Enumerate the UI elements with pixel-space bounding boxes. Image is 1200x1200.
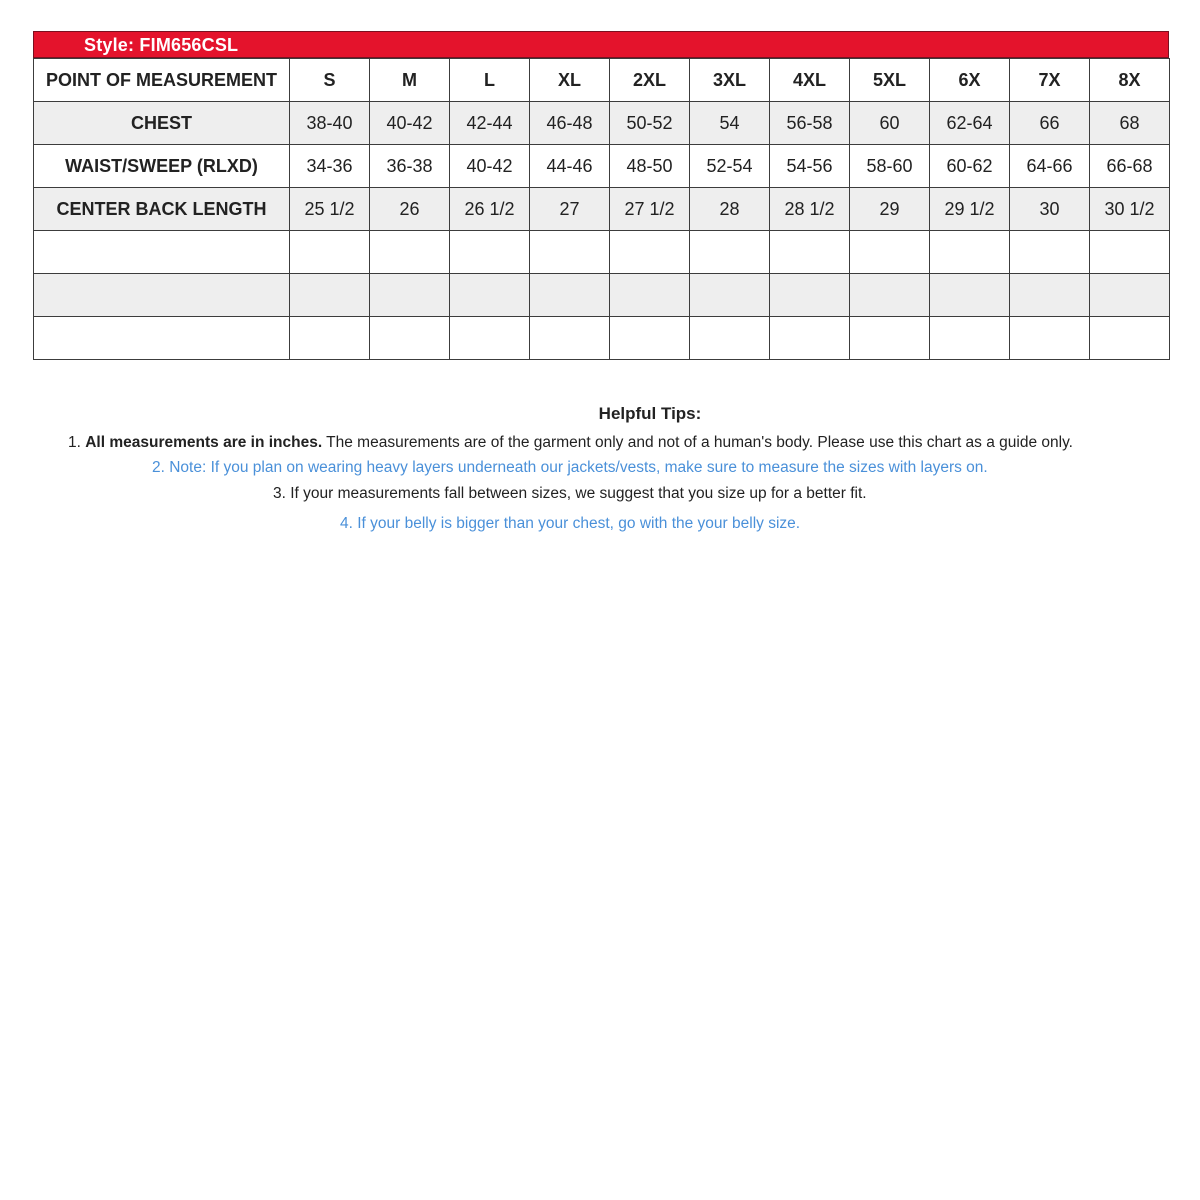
tip-2: 2. Note: If you plan on wearing heavy layers underneath our jackets/vests, make sure to measure the sizes with layers on. [152,459,988,476]
empty-cell [290,274,370,317]
empty-cell [690,231,770,274]
empty-cell [690,274,770,317]
row-label: CENTER BACK LENGTH [34,188,290,231]
row-label: WAIST/SWEEP (RLXD) [34,145,290,188]
empty-cell [1090,231,1170,274]
measurement-cell: 40-42 [370,102,450,145]
empty-cell [370,274,450,317]
size-header: 6X [930,59,1010,102]
header-label: POINT OF MEASUREMENT [34,59,290,102]
measurement-cell: 42-44 [450,102,530,145]
measurement-cell: 54-56 [770,145,850,188]
empty-cell [1090,317,1170,360]
empty-cell [930,231,1010,274]
size-header: 5XL [850,59,930,102]
tips-title: Helpful Tips: [598,404,702,423]
tip-4: 4. If your belly is bigger than your chest, go with the your belly size. [340,515,801,532]
size-chart [33,31,1169,360]
tip-1-rest: The measurements are of the garment only and not of a human's body. Please use this chart as a guide only. [322,434,1073,451]
empty-cell [530,231,610,274]
size-header: S [290,59,370,102]
measurement-cell: 56-58 [770,102,850,145]
measurement-cell: 66-68 [1090,145,1170,188]
empty-cell [690,317,770,360]
measurement-cell: 50-52 [610,102,690,145]
measurement-cell: 27 1/2 [610,188,690,231]
empty-cell [770,231,850,274]
measurement-cell: 26 [370,188,450,231]
measurement-cell: 28 [690,188,770,231]
empty-cell [610,317,690,360]
table-row [34,188,1170,231]
empty-row [34,317,1170,360]
measurement-cell: 54 [690,102,770,145]
empty-cell [34,274,290,317]
empty-cell [770,274,850,317]
measurement-cell: 44-46 [530,145,610,188]
measurement-cell: 29 [850,188,930,231]
measurement-cell: 58-60 [850,145,930,188]
measurement-cell: 38-40 [290,102,370,145]
empty-cell [370,317,450,360]
measurement-cell: 26 1/2 [450,188,530,231]
empty-cell [530,274,610,317]
table-row [34,145,1170,188]
empty-cell [1010,274,1090,317]
table-row [34,102,1170,145]
measurement-cell: 36-38 [370,145,450,188]
measurement-cell: 60 [850,102,930,145]
size-header: 8X [1090,59,1170,102]
empty-cell [450,274,530,317]
empty-cell [290,317,370,360]
measurement-cell: 28 1/2 [770,188,850,231]
empty-row [34,274,1170,317]
empty-cell [930,274,1010,317]
empty-cell [770,317,850,360]
measurement-cell: 25 1/2 [290,188,370,231]
empty-cell [370,231,450,274]
empty-cell [610,274,690,317]
tip-1-prefix: 1. [68,434,86,451]
measurement-cell: 27 [530,188,610,231]
measurement-cell: 52-54 [690,145,770,188]
row-label: CHEST [34,102,290,145]
measurement-cell: 30 1/2 [1090,188,1170,231]
style-banner: Style: FIM656CSL [33,31,1169,58]
measurement-cell: 34-36 [290,145,370,188]
measurement-cell: 29 1/2 [930,188,1010,231]
measurement-cell: 40-42 [450,145,530,188]
measurement-cell: 60-62 [930,145,1010,188]
empty-cell [1010,231,1090,274]
empty-cell [290,231,370,274]
measurement-cell: 62-64 [930,102,1010,145]
empty-cell [450,231,530,274]
size-header: M [370,59,450,102]
size-header: L [450,59,530,102]
measurement-cell: 64-66 [1010,145,1090,188]
size-header: 7X [1010,59,1090,102]
size-header: 4XL [770,59,850,102]
empty-row [34,231,1170,274]
empty-cell [34,231,290,274]
measurement-cell: 30 [1010,188,1090,231]
empty-cell [610,231,690,274]
size-table [33,58,1170,360]
empty-cell [850,274,930,317]
empty-cell [930,317,1010,360]
header-row [34,59,1170,102]
empty-cell [450,317,530,360]
size-header: 3XL [690,59,770,102]
size-header: XL [530,59,610,102]
tip-3: 3. If your measurements fall between sizes, we suggest that you size up for a better fit. [273,485,867,502]
empty-cell [1010,317,1090,360]
empty-cell [34,317,290,360]
empty-cell [530,317,610,360]
tip-1 [68,434,1073,452]
measurement-cell: 66 [1010,102,1090,145]
size-header: 2XL [610,59,690,102]
empty-cell [850,317,930,360]
measurement-cell: 68 [1090,102,1170,145]
measurement-cell: 48-50 [610,145,690,188]
measurement-cell: 46-48 [530,102,610,145]
empty-cell [850,231,930,274]
tip-1-bold: All measurements are in inches. [85,434,323,451]
empty-cell [1090,274,1170,317]
